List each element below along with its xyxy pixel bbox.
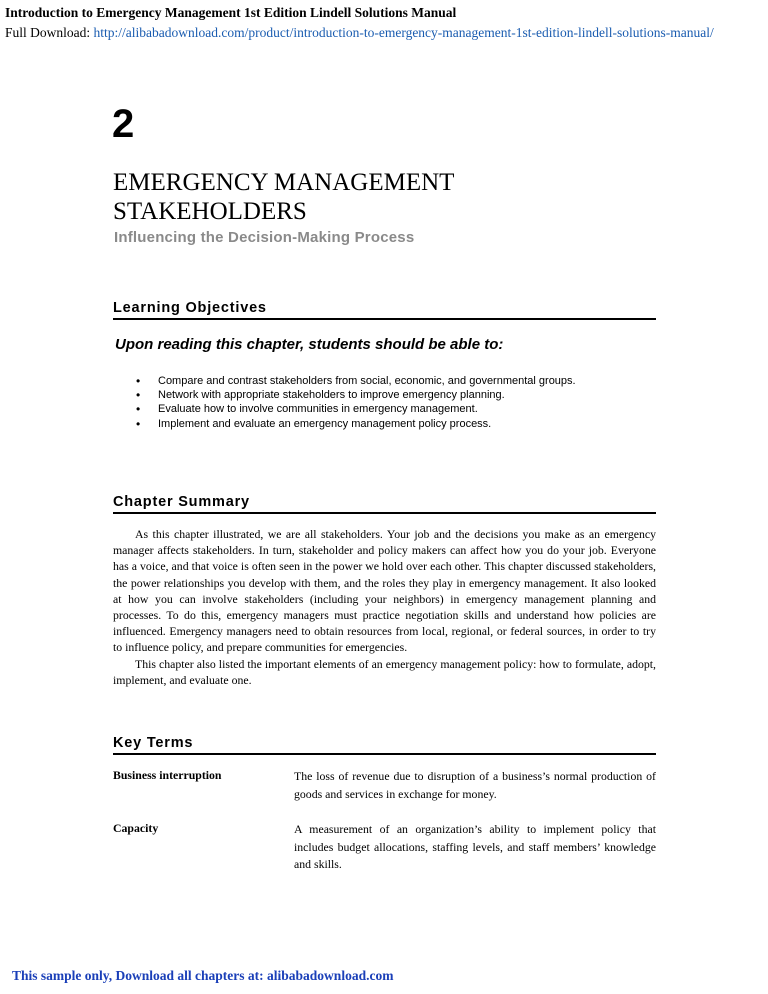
learning-objectives-intro: Upon reading this chapter, students should be able to: (115, 336, 504, 353)
chapter-title (113, 168, 454, 226)
document-banner-title: Introduction to Emergency Management 1st Edition Lindell Solutions Manual (5, 5, 457, 20)
objective-item: • Compare and contrast stakeholders from social, economic, and governmental groups. (136, 374, 576, 388)
key-term-name: Business interruption (113, 768, 222, 782)
full-download-label: Full Download: (5, 25, 94, 40)
chapter-summary-body (113, 526, 656, 688)
objective-item: • Evaluate how to involve communities in emergency management. (136, 402, 576, 416)
chapter-title-line-1: EMERGENCY MANAGEMENT (113, 169, 455, 196)
chapter-title-line-2: STAKEHOLDERS (113, 198, 307, 225)
summary-paragraph: As this chapter illustrated, we are all stakeholders. Your job and the decisions you make as an emergency manager affects stakeholders. In turn, stakeholder and policy makers can affect how you do your job. Everyone has a voice, and that voice is often seen in the power we hold over each other. This chapter discussed stakeholders, the power relationships you develop with them, and the roles they play in emergency management. It also looked at how you can involve stakeholders (including your neighbors) in emergency management planning and processes. To do this, emergency managers must practice negotiation skills and understand how policies are influenced. Emergency managers need to obtain resources from local, regional, or federal sources, in order to try to influence policy, and prepare communities for emergencies. (113, 527, 656, 655)
chapter-summary-heading: Chapter Summary (113, 494, 656, 514)
objective-item: • Implement and evaluate an emergency management policy process. (136, 417, 576, 431)
chapter-subtitle: Influencing the Decision-Making Process (114, 229, 415, 246)
chapter-number: 2 (112, 102, 135, 146)
learning-objectives-list (136, 374, 576, 431)
learning-objectives-heading: Learning Objectives (113, 300, 656, 320)
key-terms-heading: Key Terms (113, 735, 656, 755)
full-download-line (5, 25, 768, 41)
full-download-link[interactable]: http://alibabadownload.com/product/introduction-to-emergency-management-1st-edition-lindell-solutions-manual/ (93, 25, 714, 40)
summary-paragraph: This chapter also listed the important elements of an emergency management policy: how to formulate, adopt, implement, and evaluate one. (113, 656, 656, 687)
key-term-name: Capacity (113, 821, 159, 835)
download-footer-link[interactable]: This sample only, Download all chapters at: alibabadownload.com (12, 968, 394, 983)
objective-item: • Network with appropriate stakeholders to improve emergency planning. (136, 388, 576, 402)
key-term-definition: A measurement of an organization’s ability to implement policy that includes budget allocations, staffing levels, and staff members’ knowledge and skills. (294, 822, 656, 871)
key-term-definition: The loss of revenue due to disruption of a business’s normal production of goods and services in exchange for money. (294, 769, 656, 801)
